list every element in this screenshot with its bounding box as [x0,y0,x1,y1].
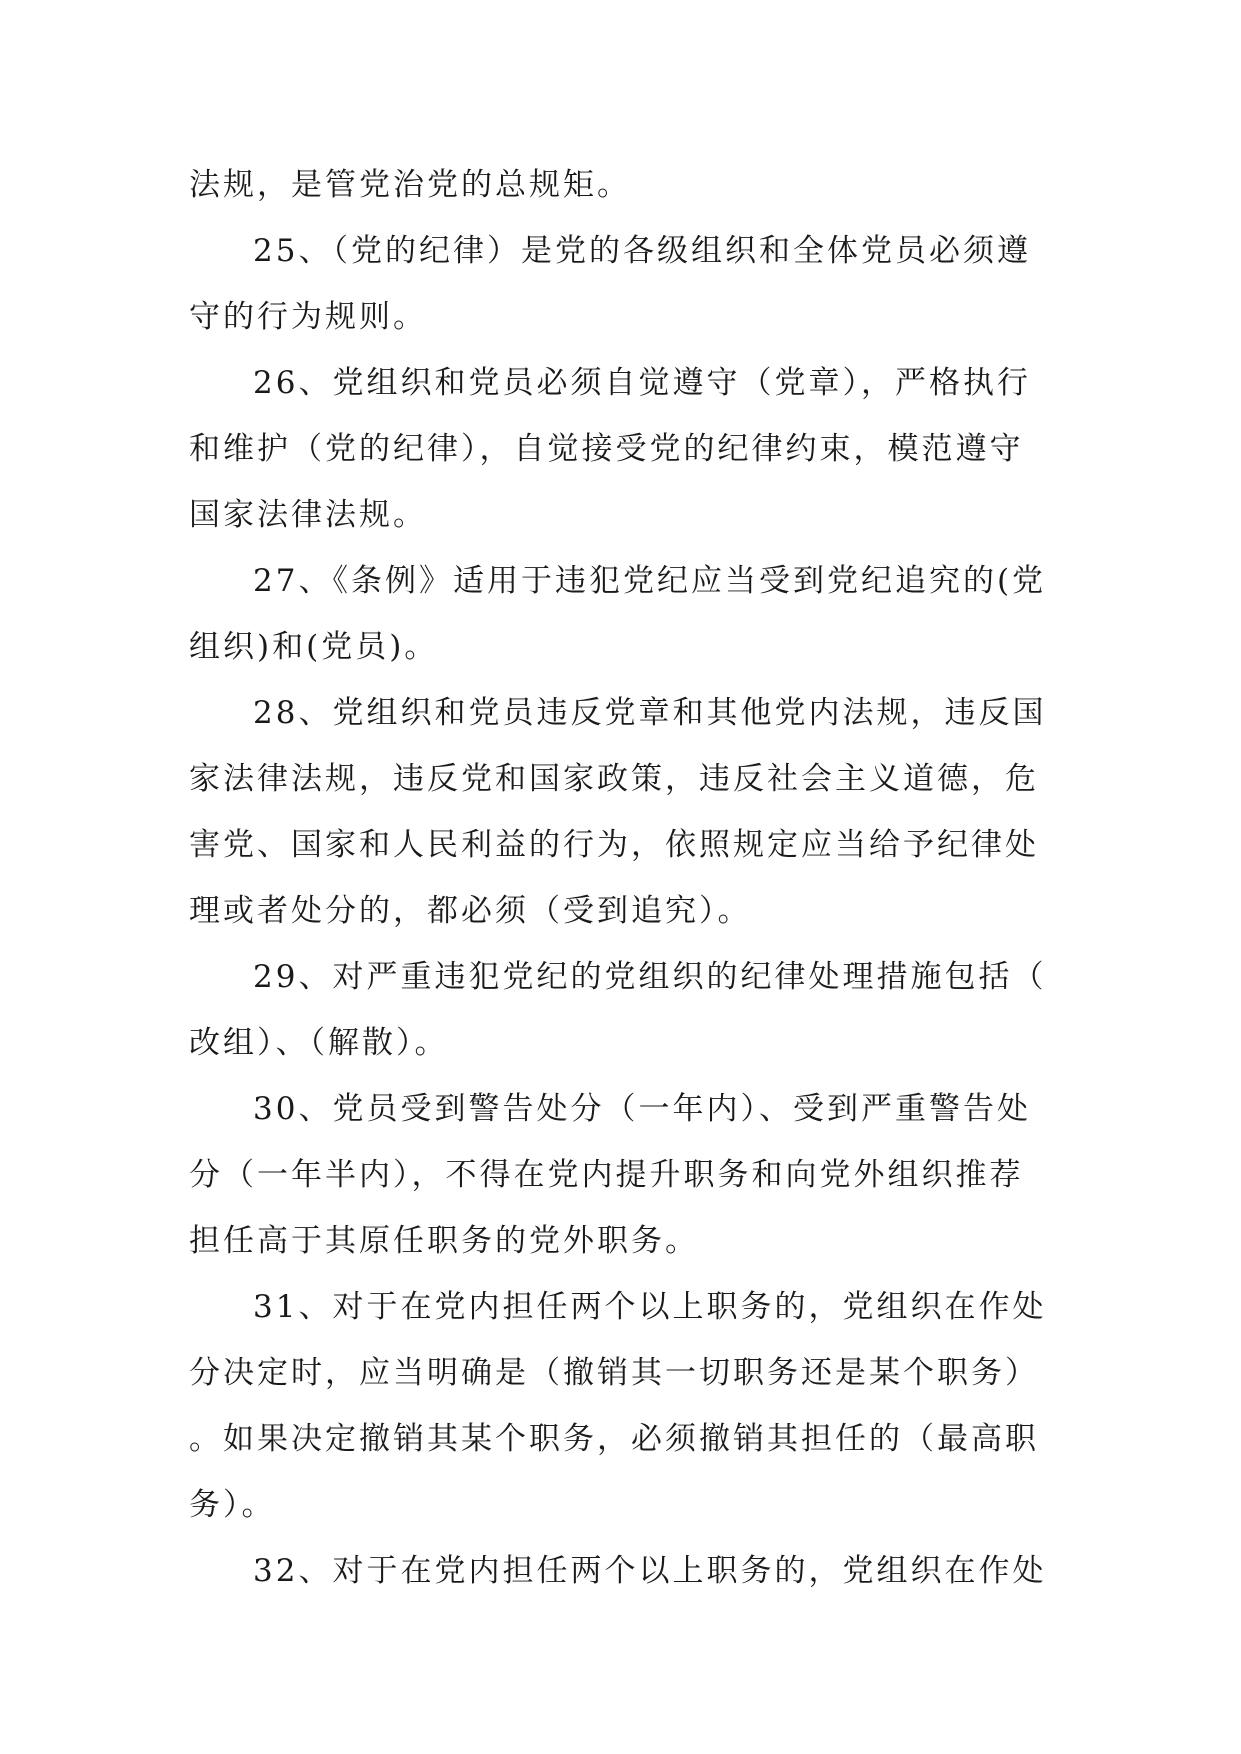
paragraph-26-line-3: 国家法律法规。 [189,497,427,533]
paragraph-26-line-1: 26、党组织和党员必须自觉遵守（党章），严格执行 [253,365,1031,401]
paragraph-25-line-2: 守的行为规则。 [189,299,427,335]
paragraph-30-line-3: 担任高于其原任职务的党外职务。 [189,1223,699,1259]
paragraph-31-line-3: 。如果决定撤销其某个职务，必须撤销其担任的（最高职 [189,1421,1039,1457]
paragraph-28-line-3: 害党、国家和人民利益的行为，依照规定应当给予纪律处 [189,827,1039,863]
paragraph-31-line-1: 31、对于在党内担任两个以上职务的，党组织在作处 [253,1289,1047,1325]
paragraph-31-line-4: 务）。 [189,1487,276,1523]
paragraph-31-line-2: 分决定时，应当明确是（撤销其一切职务还是某个职务） [189,1355,1039,1391]
document-body [189,152,1047,1604]
paragraph-25-line-1: 25、（党的纪律）是党的各级组织和全体党员必须遵 [253,233,1031,269]
paragraph-28-line-2: 家法律法规，违反党和国家政策，违反社会主义道德，危 [189,761,1039,797]
paragraph-30-line-2: 分（一年半内），不得在党内提升职务和向党外组织推荐 [189,1157,1024,1193]
paragraph-27-line-2: 组织)和(党员)。 [189,629,439,665]
paragraph-29-line-1: 29、对严重违犯党纪的党组织的纪律处理措施包括（ [253,959,1047,995]
paragraph-32-line-1: 32、对于在党内担任两个以上职务的，党组织在作处 [253,1553,1047,1589]
paragraph-26-line-2: 和维护（党的纪律），自觉接受党的纪律约束，模范遵守 [189,431,1024,467]
paragraph-29-line-2: 改组）、（解散）。 [189,1025,449,1061]
paragraph-28-line-1: 28、党组织和党员违反党章和其他党内法规，违反国 [253,695,1047,731]
paragraph-27-line-1: 27、《条例》适用于违犯党纪应当受到党纪追究的(党 [253,563,1047,599]
paragraph-28-line-4: 理或者处分的，都必须（受到追究）。 [189,893,752,929]
paragraph-30-line-1: 30、党员受到警告处分（一年内）、受到严重警告处 [253,1091,1031,1127]
paragraph-24-line-1: 法规，是管党治党的总规矩。 [189,167,631,203]
